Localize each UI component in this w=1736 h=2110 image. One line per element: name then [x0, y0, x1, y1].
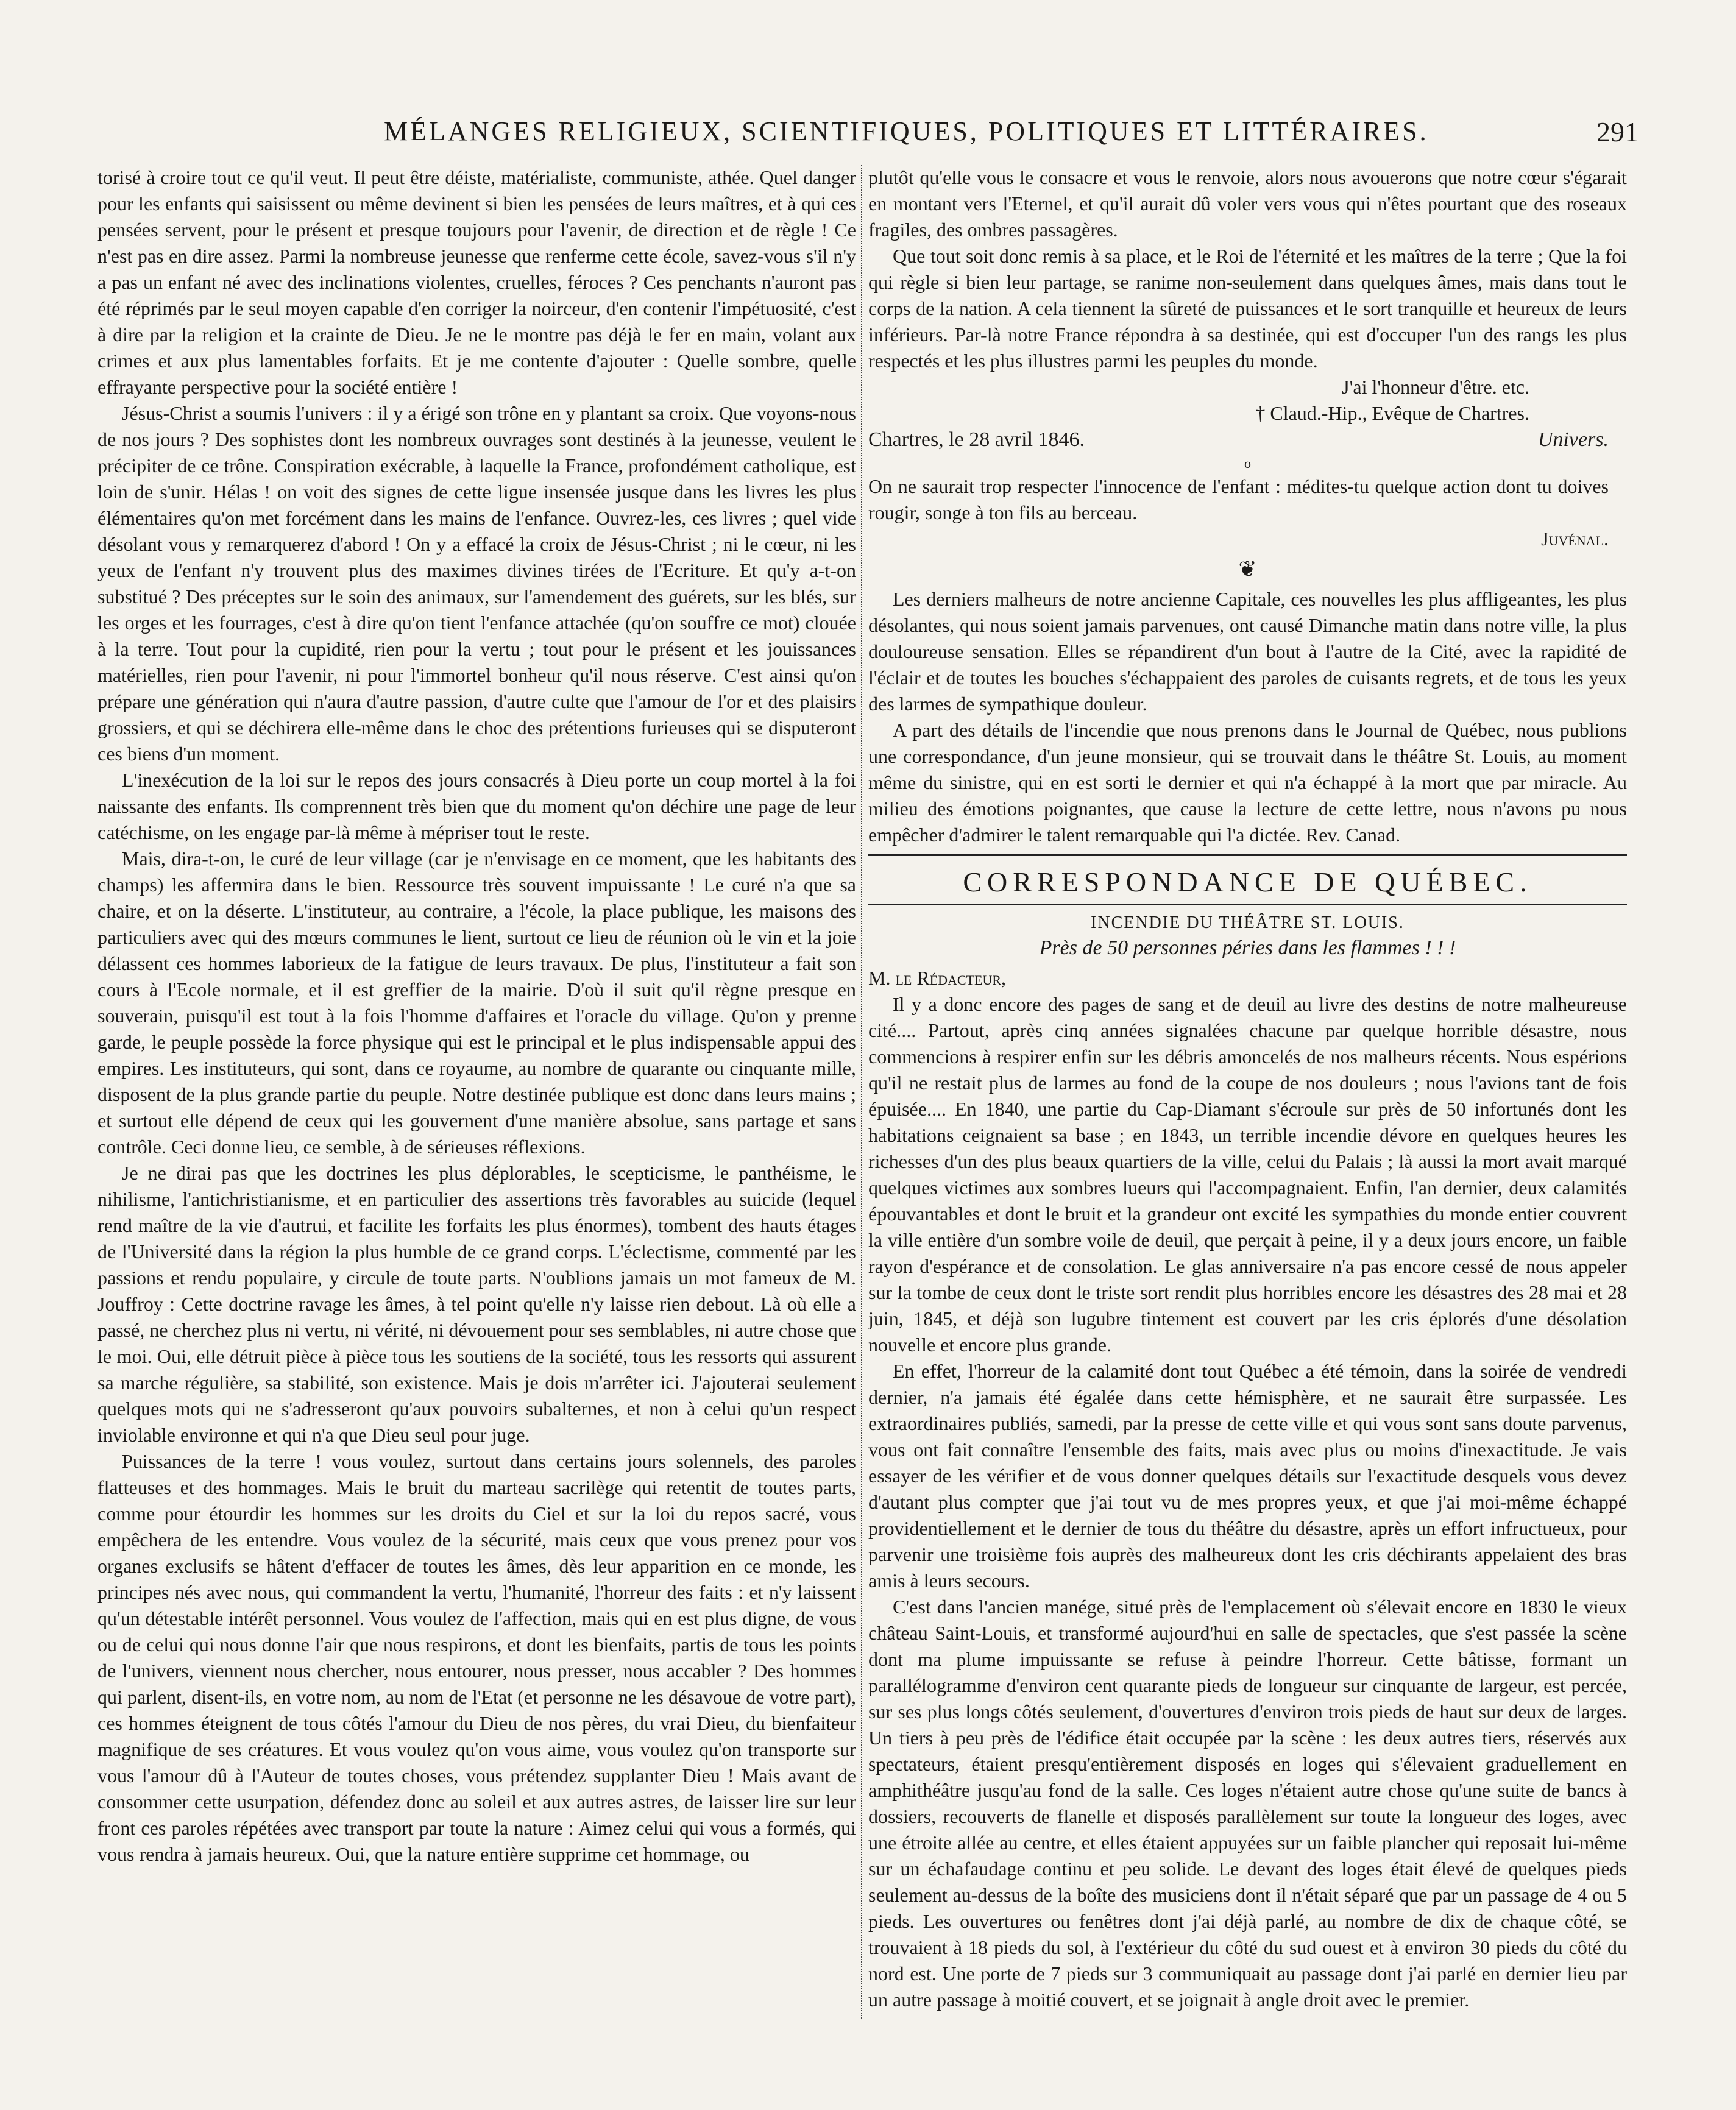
paragraph: L'inexécution de la loi sur le repos des jours consacrés à Dieu porte un coup mortel à la foi naissante des enfants. Ils comprennent très bien que du moment qu'on déchire une page de leur catéchisme, on les engage par-là même à mépriser tout le reste. [97, 769, 856, 843]
paragraph: plutôt qu'elle vous le consacre et vous le renvoie, alors nous avouerons que notre cœur s'égarait en montant vers l'Eternel, et qu'il aurait dû voler vers vous qui n'êtes pourtant que des roseaux fragiles, des ombres passagères. [868, 166, 1627, 241]
letter-closing: J'ai l'honneur d'être. etc. [1342, 376, 1529, 398]
quote-text: On ne saurait trop respecter l'innocence de l'enfant : médites-tu quelque action dont tu doives rougir, songe à ton fils au berceau. [868, 475, 1609, 523]
quote-block [868, 473, 1627, 526]
article-title: INCENDIE DU THÉÂTRE ST. LOUIS. [1091, 913, 1405, 932]
paragraph: Puissances de la terre ! vous voulez, surtout dans certains jours solennels, des paroles flatteuses et des hommages. Mais le bruit du marteau sacrilège qui retentit de toutes parts, comme pour étourdir les hommes sur les droits du Ciel et sur la loi du repos sacré, vous empêchera de les entendre. Vous voulez de la sécurité, mais ceux que vous prenez pour vos organes exclusifs se hâtent d'effacer de toutes les âmes, dès leur apparition en ce monde, les principes nés avec nous, qui commandent la vertu, l'humanité, l'horreur des faits : et n'y laissent qu'un détestable intérêt personnel. Vous voulez de l'affection, mais qui en est plus digne, de vous ou de celui qui nous donne l'air que nous respirons, et dont les bienfaits, partis de tous les points de l'univers, viennent nous chercher, nous entourer, nous presser, nous accabler ? Des hommes qui parlent, disent-ils, en votre nom, au nom de l'Etat (et personne ne les désavoue de votre part), ces hommes éteignent de tous côtés l'amour du Dieu de nos pères, du vrai Dieu, du bienfaiteur magnifique de ses créatures. Et vous voulez qu'on vous aime, vous voulez qu'on transporte sur vous l'amour dû à l'Auteur de toutes choses, vous prétendez supplanter Dieu ! Mais avant de consommer cette usurpation, défendez donc au soleil et aux autres astres, de laisser lire sur leur front ces paroles répétées avec transport par toute la nature : Aimez celui qui vous a formés, qui vous rendra à jamais heureux. Oui, que la nature entière supprime cet hommage, ou [97, 1450, 856, 1865]
page-number: 291 [1596, 116, 1639, 147]
section-rule-bottom [868, 904, 1627, 905]
paragraph: Que tout soit donc remis à sa place, et le Roi de l'éternité et les maîtres de la terre ; Que la foi qui règle si bien leur partage, se ranime non-seulement dans quelques âmes, mais dans tout le corps de la nation. A cela tiennent la sûreté de puissances et le sort tranquille et heureux de leurs inférieurs. Par-là notre France répondra à sa destinée, qui est d'occuper l'un des rangs les plus respectés et les plus illustres parmi les peuples du monde. [868, 245, 1627, 372]
paragraph: torisé à croire tout ce qu'il veut. Il peut être déiste, matérialiste, communiste, athée. Quel danger pour les enfants qui saisissent ou même devinent si bien les pensées de leurs maîtres, et à qui ces pensées servent, pour le présent et presque toujours pour l'avenir, de direction et de règle ! Ce n'est pas en dire assez. Parmi la nombreuse jeunesse que renferme cette école, savez-vous s'il n'y a pas un enfant né avec des inclinations violentes, cruelles, féroces ? Ces penchants n'auront pas été réprimés par le seul moyen capable d'en corriger la noirceur, d'en contenir l'impétuosité, c'est à dire par la religion et la crainte de Dieu. Je ne le montre pas déjà le fer en main, volant aux crimes et aux plus lamentables forfaits. Et je me contente d'ajouter : Quelle sombre, quelle effrayante perspective pour la société entière ! [97, 166, 856, 398]
right-column [868, 165, 1627, 2019]
left-column [97, 165, 856, 2019]
paragraph: Mais, dira-t-on, le curé de leur village (car je n'envisage en ce moment, que les habitants des champs) les affermira dans le bien. Ressource très souvent impuissante ! Le curé n'a que sa chaire, et on la déserte. L'instituteur, au contraire, a l'école, la place publique, les maisons des particuliers avec qui des mœurs communes le lient, surtout ce lieu de réunion où le vin et la joie délassent ces hommes laborieux de la fatigue de leurs travaux. De plus, l'instituteur a fait son cours à l'Ecole normale, et il est greffier de la mairie. D'où il suit qu'il règne presque en souverain, puisqu'il est tout à la fois l'homme d'affaires et l'oracle du village. Qu'on y prenne garde, le peuple possède la force physique qui est le principal et le plus indispensable appui des empires. Les instituteurs, qui sont, dans ce royaume, au nombre de quarante ou cinquante mille, disposent de la plus grande partie du peuple. Notre destinée publique est donc dans leurs mains ; et surtout elle dépend de ceux qui les gouvernent d'une manière absolue, sans partage et sans contrôle. Ceci donne lieu, ce semble, à de sérieuses réflexions. [97, 848, 856, 1158]
paragraph: C'est dans l'ancien manége, situé près de l'emplacement où s'élevait encore en 1830 le vieux château Saint-Louis, et transformé aujourd'hui en salle de spectacles, que s'est passée la scène dont ma plume impuissante se refuse à peindre l'horreur. Cette bâtisse, formant un parallélogramme d'environ cent quarante pieds de longueur sur cinquante de largeur, est percée, sur ses plus longs côtés seulement, d'ouvertures d'environ trois pieds de haut sur deux de larges. Un tiers à peu près de l'édifice était occupée par la scène : les deux autres tiers, réservés aux spectateurs, étaient presqu'entièrement disposés en loges qui s'élevaient graduellement en amphithéâtre jusqu'au fond de la salle. Ces loges n'étaient autre chose qu'une suite de bancs à dossiers, recouverts de flanelle et disposés parallèlement sur toute la longueur des loges, avec une étroite allée au centre, et elles étaient appuyées sur un faible plancher qui reposait lui-même sur un échafaudage continu et peu solide. Le devant des loges était élevé de quelques pieds seulement au-dessus de la boîte des musiciens dont il n'était séparé que par un passage de 4 ou 5 pieds. Les ouvertures ou fenêtres dont j'ai déjà parlé, au nombre de dix de chaque côté, se trouvaient à 18 pieds du sol, à l'extérieur du côté du sud ouest et à environ 30 pieds du côté du nord est. Une porte de 7 pieds sur 3 communiquait au passage dont j'ai parlé en dernier lieu par un autre passage à moitié couvert, et se joignait à angle droit avec le premier. [868, 1596, 1627, 2011]
paragraph: En effet, l'horreur de la calamité dont tout Québec a été témoin, dans la soirée de vendredi dernier, n'a jamais été égalée dans cette hémisphère, et ne saurait être surpassée. Les extraordinaires publiés, samedi, par la presse de cette ville et qui vous sont sans doute parvenus, vous ont fait connaître l'ensemble des faits, mais avec plus ou moins d'inexactitude. Je vais essayer de les vérifier et de vous donner quelques détails sur l'exactitude desquels vous devez d'autant plus compter que j'ai tout vu de mes propres yeux, et que j'ai moi-même échappé providentiellement et le dernier de tous du théâtre du désastre, après un effort infructueux, pour parvenir une troisième fois auprès des malheureux dont les cris déchirants appelaient des bras amis à leurs secours. [868, 1360, 1627, 1591]
paragraph: Il y a donc encore des pages de sang et de deuil au livre des destins de notre malheureuse cité.... Partout, après cinq années signalées chacune par quelque horrible désastre, nous commencions à respirer enfin sur les débris amoncelés de nos malheurs récents. Nous espérions qu'il ne restait plus de larmes au fond de la coupe de nos douleurs ; nous l'avions tant de fois épuisée.... En 1840, une partie du Cap-Diamant s'écroule sur près de 50 infortunés dont les habitations ceignaient sa base ; en 1843, un terrible incendie dévore en quelques heures les richesses d'un des plus beaux quartiers de la ville, celui du Palais ; là aussi la mort avait marqué quelques victimes aux sombres lueurs qui l'accompagnaient. Enfin, l'an dernier, deux calamités épouvantables et dont le bruit et la grandeur ont excité les sympathies du monde entier couvrent la ville entière d'un sombre voile de deuil, que perçait à peine, il y a deux jours encore, un faible rayon d'espérance et de consolation. Le glas anniversaire n'a pas encore cessé de nous appeler sur la tombe de ceux dont le triste sort rendit plus horribles encore les désastres des 28 mai et 28 juin, 1845, et déjà son lugubre tintement est couvert par les cris éplorés d'une désolation nouvelle et encore plus grande. [868, 993, 1627, 1356]
separator: o [1244, 456, 1251, 471]
paragraph: Les derniers malheurs de notre ancienne Capitale, ces nouvelles les plus affligeantes, les plus désolantes, qui nous soient jamais parvenues, ont causé Dimanche matin dans notre ville, la plus douloureuse sensation. Elles se répandirent d'un bout à l'autre de la Cité, avec la rapidité de l'éclair et de toutes les bouches s'échappaient des paroles de cuisants regrets, et de tous les yeux des larmes de sympathique douleur. [868, 588, 1627, 715]
section-title: CORRESPONDANCE DE QUÉBEC. [963, 866, 1532, 897]
source-credit: Univers. [1537, 428, 1609, 451]
dateline: Chartres, le 28 avril 1846. [868, 428, 1085, 451]
section-rule [868, 854, 1627, 859]
page-header [97, 116, 1639, 165]
quote-author: Juvénal. [1541, 528, 1609, 550]
article-subtitle: Près de 50 personnes péries dans les flammes ! ! ! [1039, 936, 1456, 959]
paragraph: Jésus-Christ a soumis l'univers : il y a érigé son trône en y plantant sa croix. Que voyons-nous de nos jours ? Des sophistes dont les nombreux ouvrages sont destinés à la jeunesse, veulent le précipiter de ce trône. Conspiration exécrable, à laquelle la France, profondément catholique, est loin de s'unir. Hélas ! on voit des signes de cette ligue insensée jusque dans les livres les plus élémentaires qu'on met forcément dans les mains de l'enfance. Ouvrez-les, ces livres ; quel vide désolant vous y remarquerez d'abord ! On y a effacé la croix de Jésus-Christ ; ni le cœur, ni les yeux de l'enfant n'y trouvent plus des maximes divines tirées de l'Ecriture. Et qu'y a-t-on substitué ? Des préceptes sur le soin des animaux, sur l'amendement des guérets, sur les blés, sur les orges et les fourrages, c'est à dire qu'on tient l'enfance attachée (qu'on souffre ce mot) clouée à la terre. Tout pour la cupidité, rien pour la vertu ; tout pour le présent et les jouissances matérielles, rien pour l'avenir, ni pour l'immortel bonheur qu'il nous réserve. C'est ainsi qu'on prépare une génération qui n'aura d'autre passion, d'autre culte que l'amour de l'or et des plaisirs grossiers, et qui se déchirera elle-même dans le choc des prétentions furieuses qui se disputeront ces biens d'un moment. [97, 402, 856, 765]
ornament-icon: ❦ [1238, 557, 1257, 581]
salutation: M. le Rédacteur, [868, 967, 1006, 989]
letter-signature: † Claud.-Hip., Evêque de Chartres. [1255, 402, 1529, 424]
dateline-row [868, 427, 1627, 453]
running-title: MÉLANGES RELIGIEUX, SCIENTIFIQUES, POLITIQUES ET LITTÉRAIRES. [384, 116, 1429, 146]
column-divider [861, 165, 862, 2019]
paragraph: Je ne dirai pas que les doctrines les plus déplorables, le scepticisme, le panthéisme, le nihilisme, l'antichristianisme, et en particulier des assertions très favorables au suicide (lequel rend maître de la vie d'autrui, et facilite les forfaits les plus énormes), tombent des hauts étages de l'Université dans la région la plus humble de ce grand corps. L'éclectisme, commenté par les passions et rendu populaire, y circule de toute parts. N'oublions jamais un mot fameux de M. Jouffroy : Cette doctrine ravage les âmes, à tel point qu'elle n'y laisse rien debout. Là où elle a passé, ne cherchez plus ni vertu, ni vérité, ni dévouement pour ses semblables, ni autre chose que le moi. Oui, elle détruit pièce à pièce tous les soutiens de la société, tous les ressorts qui assurent sa marche régulière, sa stabilité, son existence. Mais je dois m'arrêter ici. J'ajouterai seulement quelques mots qui ne s'adresseront qu'aux pouvoirs subalternes, et non à celui qu'un respect inviolable environne et qui n'a que Dieu seul pour juge. [97, 1162, 856, 1446]
quote-author-row [868, 526, 1627, 552]
paragraph: A part des détails de l'incendie que nous prenons dans le Journal de Québec, nous publions une correspondance, d'un jeune monsieur, qui se trouvait dans le théâtre St. Louis, au moment même du sinistre, qui en est sorti le dernier et qui n'a échappé à la mort que par miracle. Au milieu des émotions poignantes, que cause la lecture de cette lettre, nous n'avons pu nous empêcher d'admirer le talent remarquable qui l'a dictée. Rev. Canad. [868, 719, 1627, 846]
